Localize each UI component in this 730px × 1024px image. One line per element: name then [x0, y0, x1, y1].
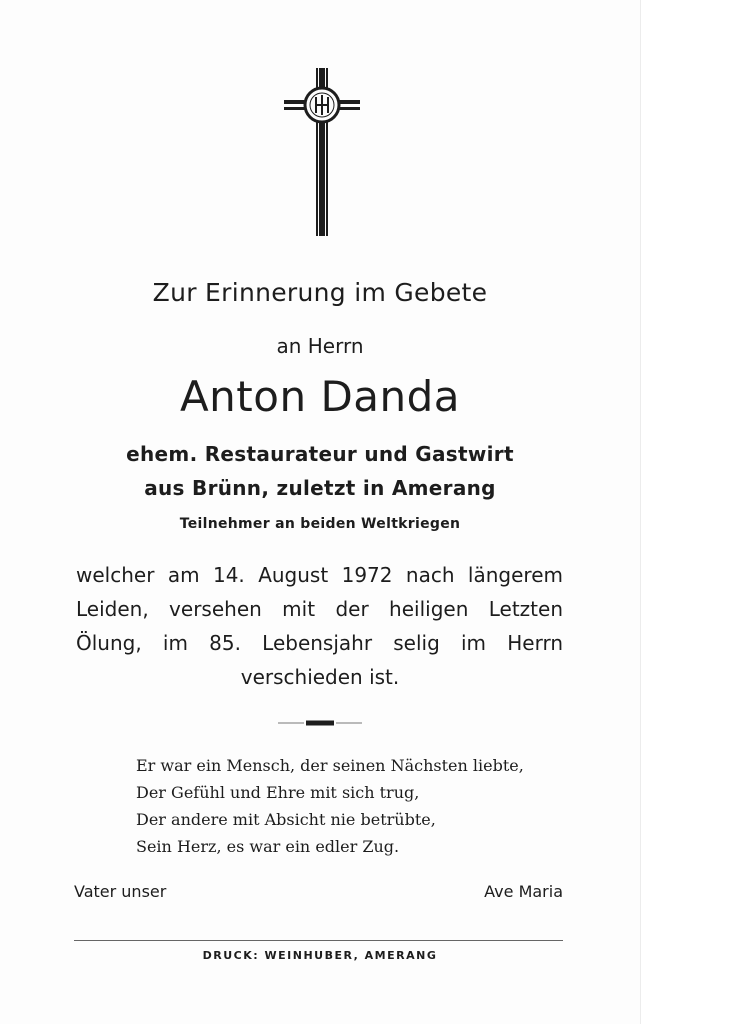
prayer-ave-maria: Ave Maria: [484, 882, 563, 901]
footer-divider: [74, 940, 563, 941]
verse-line: Sein Herz, es war ein edler Zug.: [136, 837, 400, 856]
veteran-note: Teilnehmer an beiden Weltkriegen: [179, 516, 461, 532]
body-line-2: Leiden, versehen mit der heiligen Letzten: [76, 597, 563, 621]
cross-icon: [282, 68, 362, 238]
salutation: an Herrn: [276, 334, 364, 358]
verse-line: Der Gefühl und Ehre mit sich trug,: [136, 783, 420, 802]
printer-credit: DRUCK: WEINHUBER, AMERANG: [202, 949, 438, 962]
body-line-3: Ölung, im 85. Lebensjahr selig im Herrn: [76, 631, 563, 655]
ornament-divider: [278, 720, 362, 726]
body-line-4: verschieden ist.: [240, 665, 400, 689]
verse-line: Der andere mit Absicht nie betrübte,: [136, 810, 436, 829]
prayer-vater-unser: Vater unser: [74, 882, 167, 901]
verse-line: Er war ein Mensch, der seinen Nächsten liebte,: [136, 756, 524, 775]
deceased-name: Anton Danda: [179, 372, 461, 421]
intro-heading: Zur Erinnerung im Gebete: [152, 278, 488, 307]
body-line-1: welcher am 14. August 1972 nach längerem: [76, 563, 563, 587]
role-line-1: ehem. Restaurateur und Gastwirt: [126, 442, 514, 466]
memorial-verse: [136, 752, 524, 860]
role-line-2: aus Brünn, zuletzt in Amerang: [144, 476, 496, 500]
